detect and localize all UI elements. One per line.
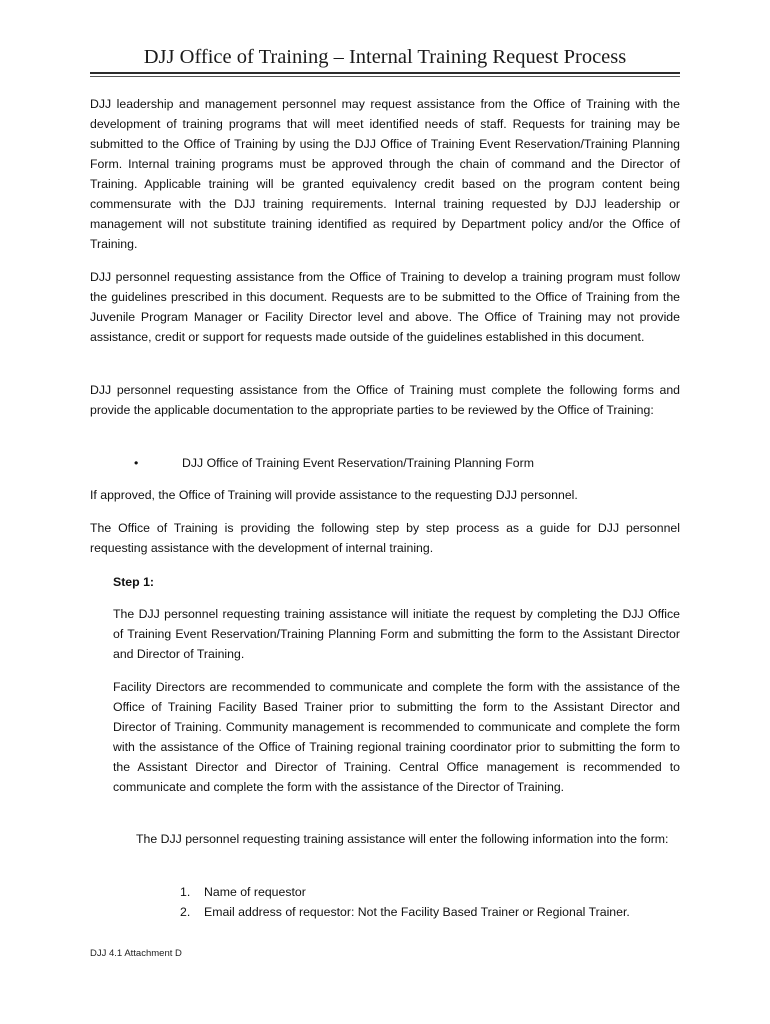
list-text: Email address of requestor: Not the Facility Based Trainer or Regional Trainer.: [204, 905, 630, 919]
approval-paragraph: If approved, the Office of Training will provide assistance to the requesting DJJ personnel.: [90, 488, 578, 502]
guidelines-paragraph: DJJ personnel requesting assistance from the Office of Training to develop a training program must follow the guidelines prescribed in this document. Requests are to be submitted to the Office of Training from the Juvenile Program Manager or Facility Director level and above. The Office of Training may not provide assistance, credit or support for requests made outside of the guidelines established in this document.: [90, 270, 680, 344]
bullet-text: DJJ Office of Training Event Reservation/Training Planning Form: [182, 456, 534, 470]
bullet-icon: •: [134, 456, 139, 470]
title-rule-thin: [90, 76, 680, 77]
page-title: DJJ Office of Training – Internal Training Request Process: [143, 46, 627, 68]
list-item: [180, 902, 680, 922]
step-1-heading: Step 1:: [113, 575, 154, 589]
process-paragraph: The Office of Training is providing the following step by step process as a guide for DJJ personnel requesting assistance with the development of internal training.: [90, 521, 680, 555]
form-info-paragraph: The DJJ personnel requesting training assistance will enter the following information into the form:: [136, 832, 669, 846]
info-list: [180, 882, 680, 922]
list-text: Name of requestor: [204, 885, 306, 899]
list-item: [180, 882, 680, 902]
title-rule-thick: [90, 72, 680, 74]
recommendation-paragraph: Facility Directors are recommended to communicate and complete the form with the assistance of the Office of Training Facility Based Trainer prior to submitting the form to the Assistant Director and Director of Training. Community management is recommended to communicate and complete the form with the assistance of the Office of Training regional training coordinator prior to submitting the form to the Assistant Director and Director of Training. Central Office management is recommended to communicate and complete the form with the assistance of the Director of Training.: [113, 680, 680, 794]
page-footer: DJJ 4.1 Attachment D: [90, 948, 182, 959]
forms-paragraph: DJJ personnel requesting assistance from the Office of Training must complete the following forms and provide the applicable documentation to the appropriate parties to be reviewed by the Office of Training:: [90, 383, 680, 417]
list-number: 1.: [180, 885, 191, 899]
step-1-paragraph: The DJJ personnel requesting training assistance will initiate the request by completing the DJJ Office of Training Event Reservation/Training Planning Form and submitting the form to the Assistant Director and Director of Training.: [113, 607, 680, 661]
intro-paragraph: DJJ leadership and management personnel may request assistance from the Office of Training with the development of training programs that will meet identified needs of staff. Requests for training may be submitted to the Office of Training by using the DJJ Office of Training Event Reservation/Training Planning Form. Internal training programs must be approved through the chain of command and the Director of Training. Applicable training will be granted equivalency credit based on the program content being commensurate with the DJJ training requirements. Internal training requested by DJJ leadership or management will not substitute training identified as required by Department policy and/or the Office of Training.: [90, 97, 680, 251]
list-number: 2.: [180, 905, 191, 919]
